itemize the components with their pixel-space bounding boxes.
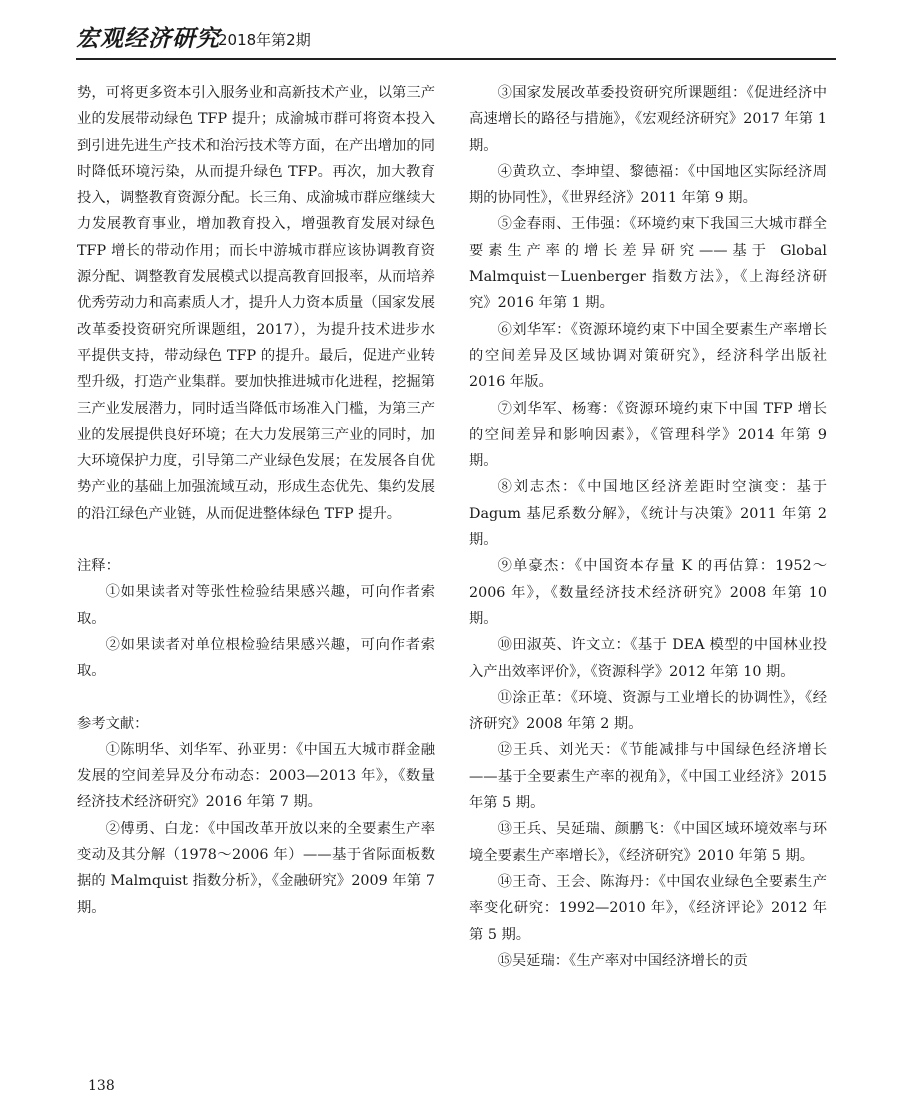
reference-item: ⑬王兵、吴延瑞、颜鹏飞：《中国区域环境效率与环境全要素生产率增长》，《经济研究》2010 年第 5 期。: [469, 821, 827, 864]
reference-item: ⑧刘志杰：《中国地区经济差距时空演变：基于 Dagum 基尼系数分解》，《统计与决策》2011 年第 2 期。: [469, 479, 827, 549]
body-paragraph: 势，可将更多资本引入服务业和高新技术产业，以第三产业的发展带动绿色 TFP 提升；成渝城市群可将资本投入到引进先进生产技术和治污技术等方面，在产出增加的同时降低环境污染，从而提升绿色 TFP。再次，加大教育投入，调整教育资源分配。长三角、成渝城市群应继续大力发展教育事业，增加教育投入，增强教育发展对绿色 TFP 增长的带动作用；而长中游城市群应该协调教育资源分配、调整教育发展模式以提高教育回报率，从而培养优秀劳动力和高素质人才，提升人力资本质量（国家发展改革委投资研究所课题组，2017），为提升技术进步水平提供支持，带动绿色 TFP 的提升。最后，促进产业转型升级，打造产业集群。要加快推进城市化进程，挖掘第三产业发展潜力，同时适当降低市场准入门槛，为第三产业的发展提供良好环境；在大力发展第三产业的同时，加大环境保护力度，引导第二产业绿色发展；在发展各自优势产业的基础上加强流域互动，形成生态优先、集约发展的沿江绿色产业链，从而促进整体绿色 TFP 提升。: [77, 85, 435, 522]
left-column: [77, 80, 435, 921]
header-rule: [76, 58, 836, 60]
reference-item: ⑤金春雨、王伟强：《环境约束下我国三大城市群全要素生产率的增长差异研究——基于 Global Malmquist－Luenberger 指数方法》，《上海经济研究》2016 年第 1 期。: [469, 216, 827, 312]
reference-item: ①陈明华、刘华军、孙亚男：《中国五大城市群金融发展的空间差异及分布动态：2003—2013 年》，《数量经济技术经济研究》2016 年第 7 期。: [77, 741, 435, 811]
note-item: ①如果读者对等张性检验结果感兴趣，可向作者索取。: [77, 584, 435, 627]
running-header: [76, 22, 836, 62]
reference-item: ②傅勇、白龙：《中国改革开放以来的全要素生产率变动及其分解（1978～2006 年）——基于省际面板数据的 Malmquist 指数分析》，《金融研究》2009 年第 7 期。: [77, 820, 435, 916]
references-heading: 参考文献：: [77, 715, 149, 732]
issue-label: 2018年第2期: [218, 31, 311, 49]
page-number: 138: [88, 1078, 115, 1094]
right-column: [469, 80, 827, 974]
reference-item: ⑫王兵、刘光天：《节能减排与中国绿色经济增长——基于全要素生产率的视角》，《中国工业经济》2015 年第 5 期。: [469, 742, 827, 812]
reference-item: ④黄玖立、李坤望、黎德福：《中国地区实际经济周期的协同性》，《世界经济》2011 年第 9 期。: [469, 163, 827, 207]
reference-item: ⑦刘华军、杨骞：《资源环境约束下中国 TFP 增长的空间差异和影响因素》，《管理科学》2014 年第 9 期。: [469, 400, 827, 470]
reference-item: ⑪涂正革：《环境、资源与工业增长的协调性》，《经济研究》2008 年第 2 期。: [469, 689, 827, 733]
journal-title: 宏观经济研究: [76, 25, 220, 52]
notes-heading: 注释：: [77, 558, 120, 575]
reference-item: ⑮吴延瑞：《生产率对中国经济增长的贡: [497, 952, 748, 969]
reference-item: ③国家发展改革委投资研究所课题组：《促进经济中高速增长的路径与措施》，《宏观经济研究》2017 年第 1 期。: [469, 85, 827, 154]
note-item: ②如果读者对单位根检验结果感兴趣，可向作者索取。: [77, 636, 435, 680]
reference-item: ⑥刘华军：《资源环境约束下中国全要素生产率增长的空间差异及区域协调对策研究》，经济科学出版社 2016 年版。: [469, 321, 827, 391]
reference-item: ⑩田淑英、许文立：《基于 DEA 模型的中国林业投入产出效率评价》，《资源科学》2012 年第 10 期。: [469, 637, 827, 680]
reference-item: ⑭王奇、王会、陈海丹：《中国农业绿色全要素生产率变化研究：1992—2010 年》，《经济评论》2012 年第 5 期。: [469, 873, 827, 943]
reference-item: ⑨单豪杰：《中国资本存量 K 的再估算：1952～2006 年》，《数量经济技术经济研究》2008 年第 10 期。: [469, 558, 827, 627]
section-gap: [77, 685, 435, 711]
section-gap: [77, 527, 435, 553]
